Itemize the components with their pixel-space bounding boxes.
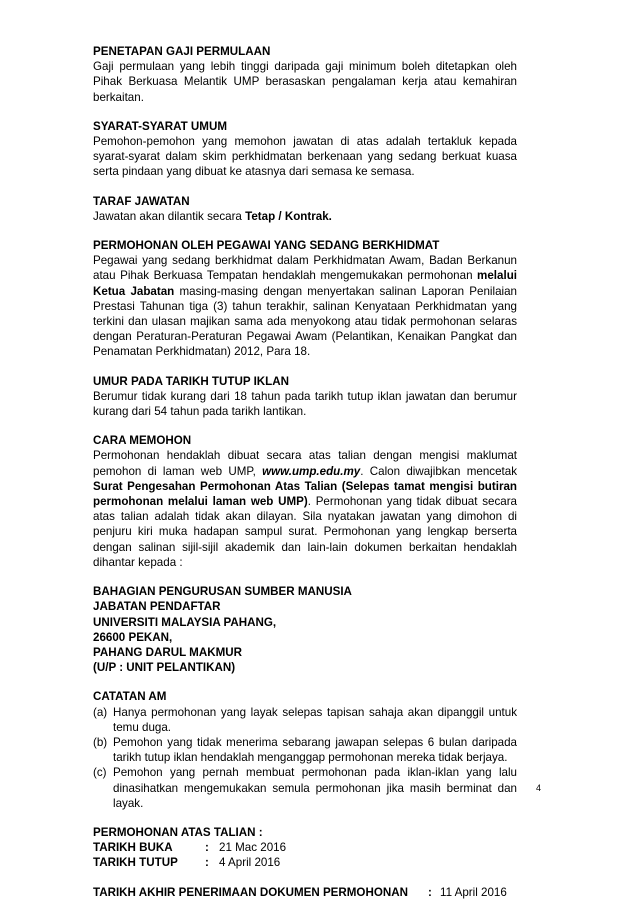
section-syarat-umum (93, 119, 517, 180)
body-text: . Calon diwajibkan mencetak (360, 464, 518, 478)
colon: : (205, 841, 209, 855)
address-line: JABATAN PENDAFTAR (93, 600, 221, 614)
section-umur (93, 374, 517, 420)
section-body: Pemohon-pemohon yang memohon jawatan di atas adalah tertakluk kepada syarat-syarat dalam skim perkhidmatan berkenaan yang sedang berkuat kuasa serta pindaan yang dibuat ke atasnya dari semasa ke semasa. (93, 135, 517, 179)
colon: : (205, 856, 209, 870)
section-taraf-jawatan (93, 194, 517, 224)
body-bold-text: Tetap / Kontrak. (245, 209, 332, 223)
body-text: Permohonan hendaklah dibuat secara atas talian dengan mengisi maklumat pemohon di laman web UMP, (93, 449, 517, 478)
section-body: Gaji permulaan yang lebih tinggi daripada gaji minimum boleh ditetapkan oleh Pihak Berkuasa Melantik UMP berasaskan pengalaman kerja atau kemahiran berkaitan. (93, 60, 517, 104)
list-item (93, 735, 517, 765)
address-line: 26600 PEKAN, (93, 630, 173, 644)
address-line: (U/P : UNIT PELANTIKAN) (93, 661, 236, 675)
ump-website-link[interactable]: www.ump.edu.my (262, 464, 361, 478)
address-line: UNIVERSITI MALAYSIA PAHANG, (93, 615, 277, 629)
open-date-value: 21 Mac 2016 (219, 841, 287, 855)
open-date-row (93, 840, 517, 855)
body-text: Jawatan akan dilantik secara (93, 209, 246, 223)
body-text: Pegawai yang sedang berkhidmat dalam Perkhidmatan Awam, Badan Berkanun atau Pihak Berkuasa Tempatan hendaklah mengemukakan permohonan (93, 254, 517, 283)
section-penetapan-gaji (93, 44, 517, 105)
list-item-label: (c) (93, 766, 107, 780)
section-heading: SYARAT-SYARAT UMUM (93, 119, 227, 133)
section-heading: CARA MEMOHON (93, 434, 192, 448)
document-deadline-row (93, 885, 517, 900)
list-item (93, 765, 517, 811)
close-date-value: 4 April 2016 (219, 856, 281, 870)
list-item-text: Pemohon yang tidak menerima sebarang jawapan selepas 6 bulan daripada tarikh tutup iklan hendaklah menganggap permohonan mereka tidak berjaya. (113, 735, 517, 765)
page-number: 4 (536, 783, 542, 793)
section-pegawai-berkhidmat (93, 238, 517, 360)
list-item (93, 705, 517, 735)
colon: : (428, 885, 432, 899)
section-body (93, 209, 517, 224)
address-line: PAHANG DARUL MAKMUR (93, 645, 242, 659)
body-text: . Permohonan yang tidak dibuat secara atas talian adalah tidak akan dilayan. Sila nyatakan jawatan yang dimohon di penjuru kiri muka hadapan sampul surat. Permohonan yang lengkap berserta dengan salinan sijil-sijil akademik dan lain-lain dokumen berkaitan hendaklah dihantar kepada : (93, 495, 517, 569)
section-cara-memohon (93, 433, 517, 570)
section-heading: CATATAN AM (93, 690, 167, 704)
deadline-label: TARIKH AKHIR PENERIMAAN DOKUMEN PERMOHONAN (93, 885, 408, 899)
document-page (93, 44, 517, 900)
body-bold-text: Surat Pengesahan Permohonan Atas Talian (Selepas tamat mengisi butiran permohonan melalui laman web UMP) (93, 479, 517, 509)
section-catatan-am (93, 689, 517, 811)
list-item-text: Pemohon yang pernah membuat permohonan pada iklan-iklan yang lalu dinasihatkan mengemukakan semula permohonan jika masih berminat dan layak. (113, 766, 517, 810)
body-bold-text: melalui Ketua Jabatan (93, 269, 517, 298)
open-date-label: TARIKH BUKA (93, 841, 173, 855)
section-heading: TARAF JAWATAN (93, 194, 190, 208)
body-text: masing-masing dengan menyertakan salinan Laporan Penilaian Prestasi Tahunan tiga (3) tahun terakhir, salinan Kenyataan Perkhidmatan yang terkini dan ulasan majikan sama ada menyokong atau tidak permohonan selaras dengan Peraturan-Peraturan Pegawai Awam (Pelantikan, Kenaikan Pangkat dan Penamatan Perkhidmatan) 2012, Para 18. (93, 284, 517, 359)
list-item-text: Hanya permohonan yang layak selepas tapisan sahaja akan dipanggil untuk temu duga. (113, 705, 517, 734)
deadline-value: 11 April 2016 (440, 885, 507, 899)
notes-list (93, 705, 517, 811)
section-heading: PERMOHONAN OLEH PEGAWAI YANG SEDANG BERKHIDMAT (93, 239, 440, 253)
section-body: Berumur tidak kurang dari 18 tahun pada tarikh tutup iklan jawatan dan berumur kurang dari 54 tahun pada tarikh lantikan. (93, 389, 517, 419)
close-date-label: TARIKH TUTUP (93, 856, 178, 870)
section-body (93, 448, 517, 570)
mailing-address (93, 584, 517, 675)
section-heading: UMUR PADA TARIKH TUTUP IKLAN (93, 374, 290, 388)
list-item-label: (a) (93, 705, 108, 719)
section-body (93, 253, 517, 359)
address-line: BAHAGIAN PENGURUSAN SUMBER MANUSIA (93, 585, 352, 599)
close-date-row (93, 855, 517, 870)
list-item-label: (b) (93, 735, 108, 749)
section-heading: PENETAPAN GAJI PERMULAAN (93, 45, 271, 58)
section-heading: PERMOHONAN ATAS TALIAN : (93, 825, 263, 839)
section-permohonan-atas-talian (93, 825, 517, 871)
